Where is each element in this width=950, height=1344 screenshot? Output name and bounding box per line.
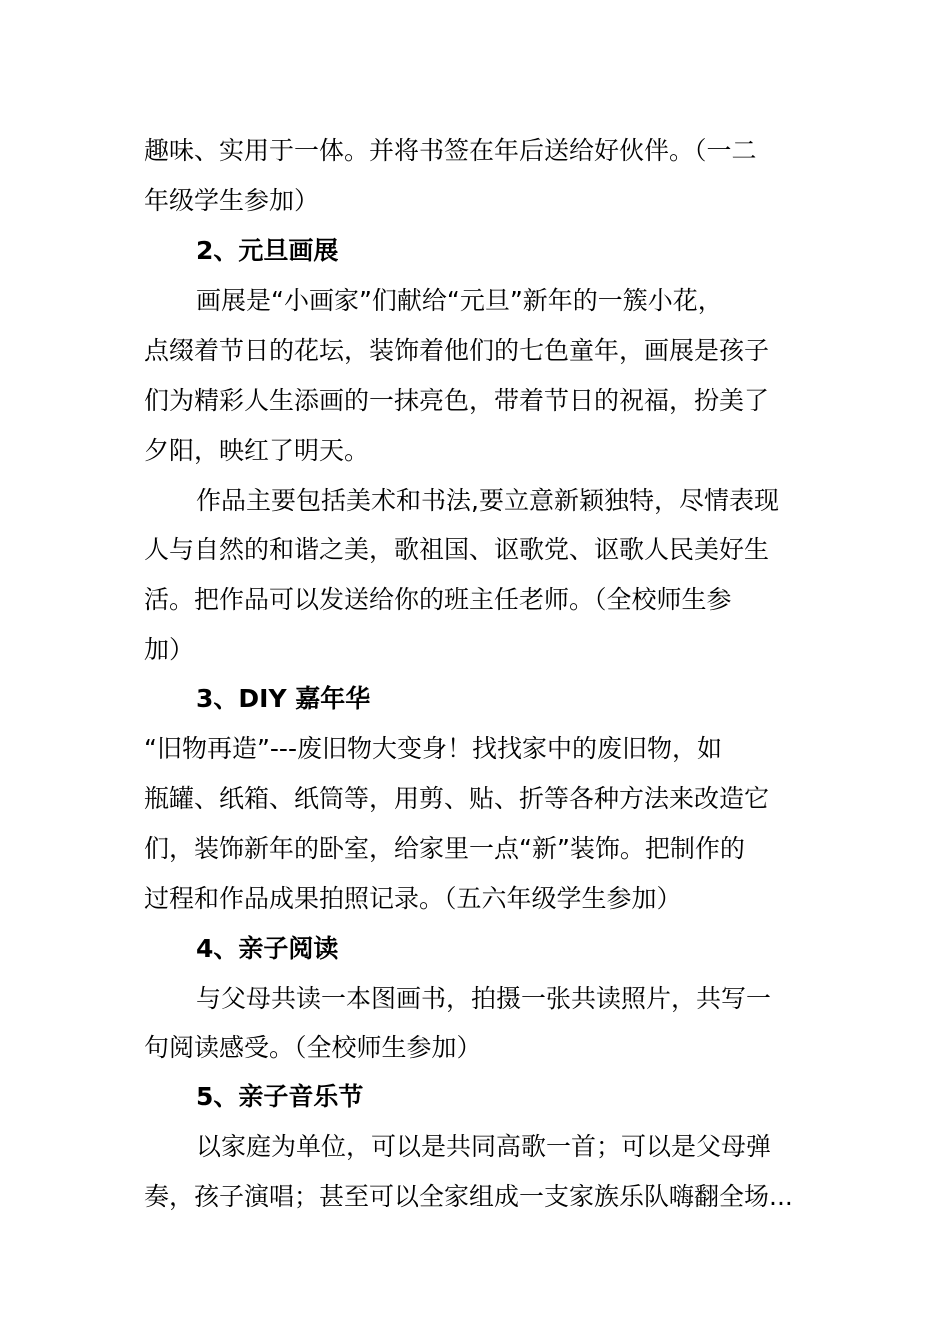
text-line: 句阅读感受。（全校师生参加） [144, 1033, 482, 1062]
text-line: “旧物再造”---废旧物大变身！找找家中的废旧物，如 [144, 734, 722, 763]
text-line: 年级学生参加） [144, 186, 320, 215]
text-line: 趣味、实用于一体。并将书签在年后送给好伙伴。（一二 [144, 136, 757, 165]
text-line: 夕阳，映红了明天。 [144, 436, 370, 465]
text-line: 瓶罐、纸箱、纸筒等，用剪、贴、折等各种方法来改造它 [144, 784, 770, 813]
text-line: 们，装饰新年的卧室，给家里一点“新”装饰。把制作的 [144, 834, 745, 863]
text-line: 点缀着节日的花坛，装饰着他们的七色童年，画展是孩子 [144, 336, 770, 365]
section-heading-parent-child-music-festival: 5、亲子音乐节 [196, 1082, 364, 1111]
text-line: 以家庭为单位，可以是共同高歌一首；可以是父母弹 [196, 1132, 772, 1161]
text-line: 人与自然的和谐之美，歌祖国、讴歌党、讴歌人民美好生 [144, 535, 770, 564]
section-heading-new-year-art-exhibition: 2、元旦画展 [196, 236, 339, 265]
text-line: 们为精彩人生添画的一抹亮色，带着节日的祝福，扮美了 [144, 386, 770, 415]
text-line: 作品主要包括美术和书法,要立意新颖独特，尽情表现 [196, 486, 779, 515]
text-line: 加） [144, 635, 195, 664]
section-heading-diy-carnival: 3、DIY 嘉年华 [196, 684, 371, 713]
section-heading-parent-child-reading: 4、亲子阅读 [196, 934, 339, 963]
text-line: 与父母共读一本图画书，拍摄一张共读照片，共写一 [196, 984, 772, 1013]
text-line: 过程和作品成果拍照记录。（五六年级学生参加） [144, 884, 682, 913]
text-line: 画展是“小画家”们献给“元旦”新年的一簇小花， [196, 286, 723, 315]
text-line: 奏，孩子演唱；甚至可以全家组成一支家族乐队嗨翻全场... [144, 1182, 793, 1211]
text-line: 活。把作品可以发送给你的班主任老师。（全校师生参 [144, 585, 732, 614]
